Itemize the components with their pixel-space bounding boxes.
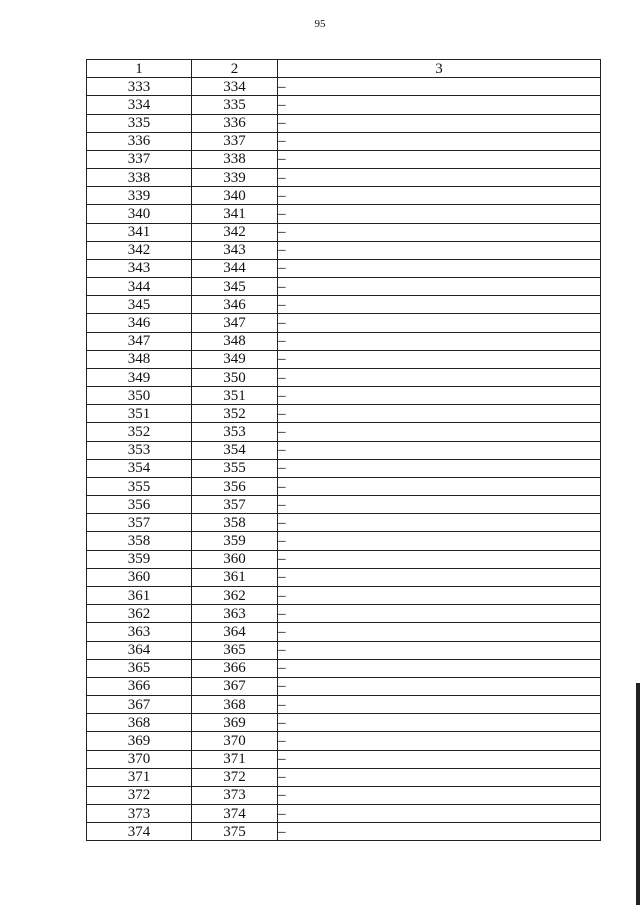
table-cell-col3: – <box>278 78 601 96</box>
table-row <box>87 278 601 296</box>
table-row <box>87 205 601 223</box>
table-cell-col3: – <box>278 641 601 659</box>
table-cell-col3: – <box>278 823 601 841</box>
table-row <box>87 96 601 114</box>
table-cell-col2: 360 <box>192 550 278 568</box>
table-cell-col2: 348 <box>192 332 278 350</box>
table-cell-col1: 344 <box>87 278 192 296</box>
table-cell-col1: 364 <box>87 641 192 659</box>
table-row <box>87 532 601 550</box>
table-cell-col3: – <box>278 605 601 623</box>
table-cell-col3: – <box>278 514 601 532</box>
table-cell-col2: 335 <box>192 96 278 114</box>
table-row <box>87 441 601 459</box>
table-cell-col2: 362 <box>192 586 278 604</box>
table-cell-col3: – <box>278 205 601 223</box>
table-cell-col3: – <box>278 623 601 641</box>
table-row <box>87 805 601 823</box>
table-cell-col2: 361 <box>192 568 278 586</box>
table-cell-col2: 351 <box>192 387 278 405</box>
table-cell-col2: 353 <box>192 423 278 441</box>
table-cell-col1: 373 <box>87 805 192 823</box>
table-cell-col1: 371 <box>87 768 192 786</box>
table-cell-col3: – <box>278 423 601 441</box>
table-cell-col2: 374 <box>192 805 278 823</box>
table-cell-col2: 365 <box>192 641 278 659</box>
table-cell-col2: 359 <box>192 532 278 550</box>
scan-edge-mark <box>636 683 640 905</box>
table-cell-col2: 366 <box>192 659 278 677</box>
table-row <box>87 187 601 205</box>
table-cell-col2: 354 <box>192 441 278 459</box>
table-row <box>87 496 601 514</box>
table-cell-col3: – <box>278 459 601 477</box>
table-cell-col1: 361 <box>87 586 192 604</box>
table-cell-col2: 352 <box>192 405 278 423</box>
table-cell-col3: – <box>278 714 601 732</box>
table-cell-col1: 374 <box>87 823 192 841</box>
table-cell-col1: 362 <box>87 605 192 623</box>
table-row <box>87 732 601 750</box>
table-header-row <box>87 60 601 78</box>
table-cell-col1: 348 <box>87 350 192 368</box>
table-cell-col3: – <box>278 677 601 695</box>
table-cell-col1: 340 <box>87 205 192 223</box>
table-cell-col1: 367 <box>87 696 192 714</box>
table-row <box>87 78 601 96</box>
table-cell-col3: – <box>278 732 601 750</box>
column-header-2: 2 <box>192 60 278 78</box>
table-cell-col2: 368 <box>192 696 278 714</box>
table-cell-col2: 370 <box>192 732 278 750</box>
table-cell-col3: – <box>278 314 601 332</box>
table-row <box>87 423 601 441</box>
table-row <box>87 714 601 732</box>
table-cell-col2: 337 <box>192 132 278 150</box>
table-row <box>87 768 601 786</box>
table-cell-col2: 372 <box>192 768 278 786</box>
table-row <box>87 114 601 132</box>
table-cell-col3: – <box>278 750 601 768</box>
table-row <box>87 605 601 623</box>
table-cell-col3: – <box>278 768 601 786</box>
table-row <box>87 786 601 804</box>
table-cell-col2: 336 <box>192 114 278 132</box>
table-cell-col1: 360 <box>87 568 192 586</box>
table-cell-col2: 367 <box>192 677 278 695</box>
table-cell-col2: 350 <box>192 368 278 386</box>
table-cell-col2: 363 <box>192 605 278 623</box>
table-cell-col3: – <box>278 332 601 350</box>
table-cell-col1: 358 <box>87 532 192 550</box>
table-cell-col3: – <box>278 659 601 677</box>
table-cell-col1: 356 <box>87 496 192 514</box>
table-cell-col2: 338 <box>192 150 278 168</box>
table-row <box>87 405 601 423</box>
table-row <box>87 568 601 586</box>
table-row <box>87 659 601 677</box>
table-row <box>87 623 601 641</box>
table-cell-col1: 352 <box>87 423 192 441</box>
table-row <box>87 332 601 350</box>
table-cell-col2: 343 <box>192 241 278 259</box>
table-cell-col1: 370 <box>87 750 192 768</box>
table-cell-col1: 346 <box>87 314 192 332</box>
table-cell-col3: – <box>278 805 601 823</box>
table-cell-col1: 337 <box>87 150 192 168</box>
table-cell-col1: 357 <box>87 514 192 532</box>
table-row <box>87 259 601 277</box>
table-row <box>87 696 601 714</box>
table-cell-col2: 346 <box>192 296 278 314</box>
table-cell-col3: – <box>278 132 601 150</box>
table-cell-col1: 359 <box>87 550 192 568</box>
table-row <box>87 169 601 187</box>
table-cell-col2: 375 <box>192 823 278 841</box>
table-row <box>87 514 601 532</box>
table-row <box>87 641 601 659</box>
table-cell-col2: 371 <box>192 750 278 768</box>
table-cell-col2: 358 <box>192 514 278 532</box>
table-cell-col2: 364 <box>192 623 278 641</box>
table-cell-col2: 355 <box>192 459 278 477</box>
table-cell-col2: 342 <box>192 223 278 241</box>
table-cell-col1: 369 <box>87 732 192 750</box>
table-cell-col3: – <box>278 187 601 205</box>
table-cell-col1: 333 <box>87 78 192 96</box>
table-cell-col2: 345 <box>192 278 278 296</box>
table-row <box>87 296 601 314</box>
table-cell-col3: – <box>278 496 601 514</box>
table-cell-col3: – <box>278 550 601 568</box>
page-number: 95 <box>314 18 326 30</box>
table-cell-col1: 347 <box>87 332 192 350</box>
table-cell-col1: 365 <box>87 659 192 677</box>
table-row <box>87 823 601 841</box>
table-row <box>87 314 601 332</box>
table-cell-col2: 340 <box>192 187 278 205</box>
table-cell-col3: – <box>278 96 601 114</box>
table-row <box>87 477 601 495</box>
table-cell-col3: – <box>278 278 601 296</box>
table-cell-col3: – <box>278 405 601 423</box>
table-cell-col3: – <box>278 387 601 405</box>
table-row <box>87 350 601 368</box>
table-cell-col3: – <box>278 786 601 804</box>
table-cell-col3: – <box>278 696 601 714</box>
table-cell-col3: – <box>278 477 601 495</box>
table-cell-col3: – <box>278 259 601 277</box>
table-cell-col2: 356 <box>192 477 278 495</box>
data-table <box>86 59 601 841</box>
table-row <box>87 241 601 259</box>
table-cell-col2: 357 <box>192 496 278 514</box>
table-cell-col1: 354 <box>87 459 192 477</box>
table-row <box>87 550 601 568</box>
table-row <box>87 132 601 150</box>
table-cell-col2: 344 <box>192 259 278 277</box>
table-cell-col2: 334 <box>192 78 278 96</box>
table-cell-col1: 366 <box>87 677 192 695</box>
table-cell-col3: – <box>278 368 601 386</box>
table-cell-col2: 369 <box>192 714 278 732</box>
table-cell-col1: 351 <box>87 405 192 423</box>
table-cell-col3: – <box>278 350 601 368</box>
table-row <box>87 368 601 386</box>
column-header-3: 3 <box>278 60 601 78</box>
table-cell-col3: – <box>278 441 601 459</box>
table-cell-col3: – <box>278 169 601 187</box>
table-row <box>87 150 601 168</box>
table-cell-col2: 339 <box>192 169 278 187</box>
table-cell-col1: 345 <box>87 296 192 314</box>
table-cell-col3: – <box>278 296 601 314</box>
table-row <box>87 387 601 405</box>
table-row <box>87 223 601 241</box>
table-cell-col2: 347 <box>192 314 278 332</box>
table-cell-col3: – <box>278 532 601 550</box>
table-cell-col3: – <box>278 150 601 168</box>
table-cell-col1: 339 <box>87 187 192 205</box>
table-cell-col3: – <box>278 114 601 132</box>
table-row <box>87 750 601 768</box>
table-cell-col3: – <box>278 568 601 586</box>
table-row <box>87 677 601 695</box>
table-cell-col1: 336 <box>87 132 192 150</box>
table-cell-col1: 343 <box>87 259 192 277</box>
table-cell-col2: 373 <box>192 786 278 804</box>
table-cell-col1: 372 <box>87 786 192 804</box>
table-cell-col1: 334 <box>87 96 192 114</box>
table-cell-col1: 353 <box>87 441 192 459</box>
table-cell-col1: 355 <box>87 477 192 495</box>
table-cell-col2: 341 <box>192 205 278 223</box>
table-cell-col1: 335 <box>87 114 192 132</box>
table-cell-col1: 338 <box>87 169 192 187</box>
table-cell-col1: 368 <box>87 714 192 732</box>
table-row <box>87 459 601 477</box>
table-cell-col3: – <box>278 241 601 259</box>
table-row <box>87 586 601 604</box>
table-cell-col3: – <box>278 223 601 241</box>
table-cell-col3: – <box>278 586 601 604</box>
table-cell-col1: 341 <box>87 223 192 241</box>
table-cell-col2: 349 <box>192 350 278 368</box>
table-cell-col1: 349 <box>87 368 192 386</box>
column-header-1: 1 <box>87 60 192 78</box>
table-cell-col1: 363 <box>87 623 192 641</box>
table-cell-col1: 342 <box>87 241 192 259</box>
table-cell-col1: 350 <box>87 387 192 405</box>
